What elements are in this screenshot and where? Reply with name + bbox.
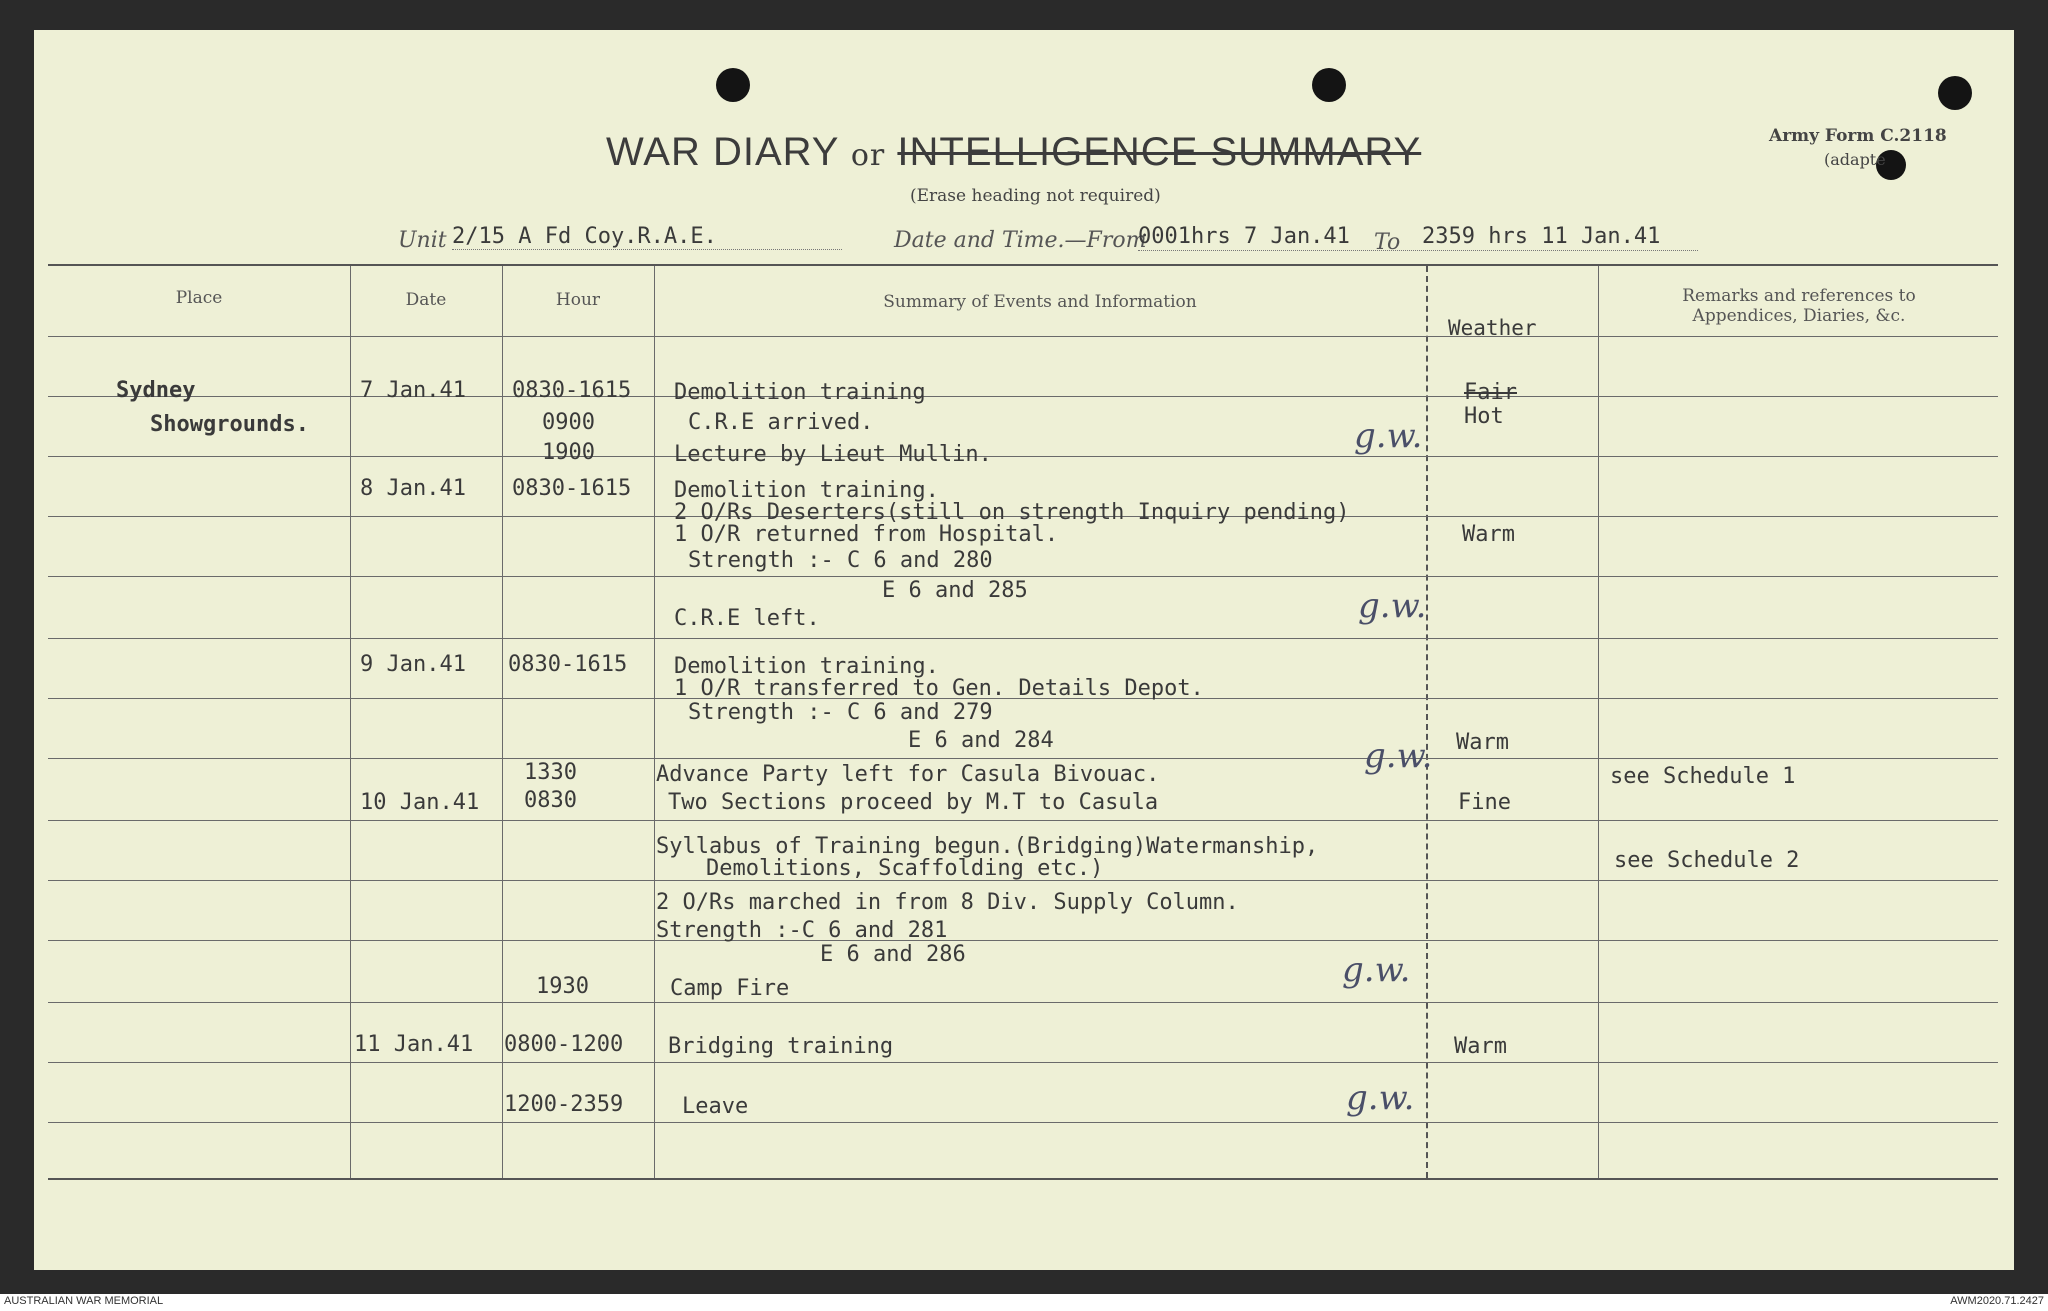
punch-hole xyxy=(716,68,750,102)
entry-hour: 1200-2359 xyxy=(504,1092,624,1117)
entry-hour: 1330 xyxy=(524,760,577,785)
footer-right: AWM2020.71.2427 xyxy=(1950,1295,2044,1307)
adapted-label: (adapte xyxy=(1824,150,1886,169)
page-title xyxy=(606,130,1421,175)
war-diary-sheet xyxy=(34,30,2014,1270)
entry-hour: 1930 xyxy=(536,974,589,999)
entry-date: 8 Jan.41 xyxy=(360,476,466,501)
entry-text: Camp Fire xyxy=(670,976,790,1001)
weather-value: Warm xyxy=(1456,730,1509,755)
title-struck: INTELLIGENCE SUMMARY xyxy=(897,130,1422,174)
weather-value: Warm xyxy=(1454,1034,1507,1059)
entry-hour: 0830-1615 xyxy=(512,378,632,403)
entry-text: 1 O/R transferred to Gen. Details Depot. xyxy=(674,676,1204,701)
header-remarks-line1: Remarks and references to xyxy=(1682,286,1916,306)
entry-date: 9 Jan.41 xyxy=(360,652,466,677)
punch-hole xyxy=(1938,76,1972,110)
entry-text: C.R.E left. xyxy=(674,606,820,631)
remark-schedule-2: see Schedule 2 xyxy=(1614,848,1800,873)
entry-text: C.R.E arrived. xyxy=(688,410,874,435)
entry-text: Bridging training xyxy=(668,1034,894,1059)
entry-text: E 6 and 286 xyxy=(820,942,966,967)
row-rule xyxy=(48,1122,1998,1123)
unit-value: 2/15 A Fd Coy.R.A.E. xyxy=(452,224,842,250)
entry-text: Demolitions, Scaffolding etc.) xyxy=(706,856,1104,881)
entry-text: Strength :- C 6 and 280 xyxy=(688,548,993,573)
entry-text: Demolition training. xyxy=(674,478,939,503)
column-divider xyxy=(502,266,503,1178)
header-remarks-line2: Appendices, Diaries, &c. xyxy=(1692,306,1906,326)
entry-hour: 0900 xyxy=(542,410,595,435)
entry-date: 7 Jan.41 xyxy=(360,378,466,403)
date-to: 2359 hrs 11 Jan.41 xyxy=(1422,224,1661,249)
header-place: Place xyxy=(175,288,223,308)
row-rule xyxy=(48,576,1998,577)
row-rule xyxy=(48,820,1998,821)
title-or: or xyxy=(850,138,886,173)
punch-hole xyxy=(1312,68,1346,102)
entry-hour: 0830-1615 xyxy=(512,476,632,501)
entry-date: 10 Jan.41 xyxy=(360,790,480,815)
header-summary: Summary of Events and Information xyxy=(883,292,1197,312)
entry-text: 2 O/Rs Deserters(still on strength Inquiry pending) xyxy=(674,500,1350,525)
entry-text: Strength :-C 6 and 281 xyxy=(656,918,948,943)
entry-date: 11 Jan.41 xyxy=(354,1032,474,1057)
date-label: Date and Time.—From xyxy=(894,228,1147,253)
initials-signature: g.w. xyxy=(1354,416,1423,456)
row-rule xyxy=(48,638,1998,639)
remark-schedule-1: see Schedule 1 xyxy=(1610,764,1796,789)
row-rule xyxy=(48,336,1998,337)
entry-text: 2 O/Rs marched in from 8 Div. Supply Column. xyxy=(656,890,1239,915)
row-rule xyxy=(48,456,1998,457)
entry-text: E 6 and 285 xyxy=(882,578,1028,603)
erase-note: (Erase heading not required) xyxy=(910,186,1161,206)
entry-text: 1 O/R returned from Hospital. xyxy=(674,522,1059,547)
weather-value: Warm xyxy=(1462,522,1515,547)
entry-text: E 6 and 284 xyxy=(908,728,1054,753)
to-label: To xyxy=(1374,230,1401,255)
place-line2: Showgrounds. xyxy=(150,412,309,437)
entry-text: Demolition training xyxy=(674,380,926,405)
entry-text: Syllabus of Training begun.(Bridging)Watermanship, xyxy=(656,834,1319,859)
initials-signature: g.w. xyxy=(1342,950,1411,990)
column-divider xyxy=(654,266,655,1178)
entry-hour: 0830-1615 xyxy=(508,652,628,677)
archive-footer xyxy=(0,1294,2048,1311)
row-rule xyxy=(48,1062,1998,1063)
entry-text: Demolition training. xyxy=(674,654,939,679)
column-divider xyxy=(350,266,351,1178)
weather-value: Hot xyxy=(1464,404,1504,429)
initials-signature: g.w. xyxy=(1358,586,1427,626)
column-divider xyxy=(1598,266,1599,1178)
row-rule xyxy=(48,1002,1998,1003)
entry-text: Strength :- C 6 and 279 xyxy=(688,700,993,725)
place-line1: Sydney xyxy=(116,378,196,403)
footer-left: AUSTRALIAN WAR MEMORIAL xyxy=(4,1295,164,1307)
initials-signature: g.w. xyxy=(1346,1078,1415,1118)
header-weather: Weather xyxy=(1448,316,1537,340)
entry-hour: 0800-1200 xyxy=(504,1032,624,1057)
weather-value: Fine xyxy=(1458,790,1511,815)
header-hour: Hour xyxy=(555,290,601,310)
army-form-label: Army Form C.2118 xyxy=(1769,126,1947,146)
title-main: WAR DIARY xyxy=(606,130,839,174)
entry-hour: 1900 xyxy=(542,440,595,465)
weather-divider xyxy=(1426,266,1429,1178)
entry-text: Advance Party left for Casula Bivouac. xyxy=(656,762,1160,787)
row-rule xyxy=(48,396,1998,397)
table-bottom-border xyxy=(48,1178,1998,1180)
entry-text: Leave xyxy=(682,1094,749,1119)
entry-text: Two Sections proceed by M.T to Casula xyxy=(668,790,1159,815)
weather-struck: Fair xyxy=(1464,380,1517,405)
unit-label: Unit xyxy=(398,228,447,253)
date-from: 0001hrs 7 Jan.41 xyxy=(1138,224,1350,249)
row-rule xyxy=(48,758,1998,759)
row-rule xyxy=(48,940,1998,941)
header-date: Date xyxy=(405,290,447,310)
table-top-border xyxy=(48,264,1998,266)
date-underline xyxy=(1138,250,1698,252)
initials-signature: g.w. xyxy=(1364,736,1433,776)
entry-hour: 0830 xyxy=(524,788,577,813)
entry-text: Lecture by Lieut Mullin. xyxy=(674,442,992,467)
